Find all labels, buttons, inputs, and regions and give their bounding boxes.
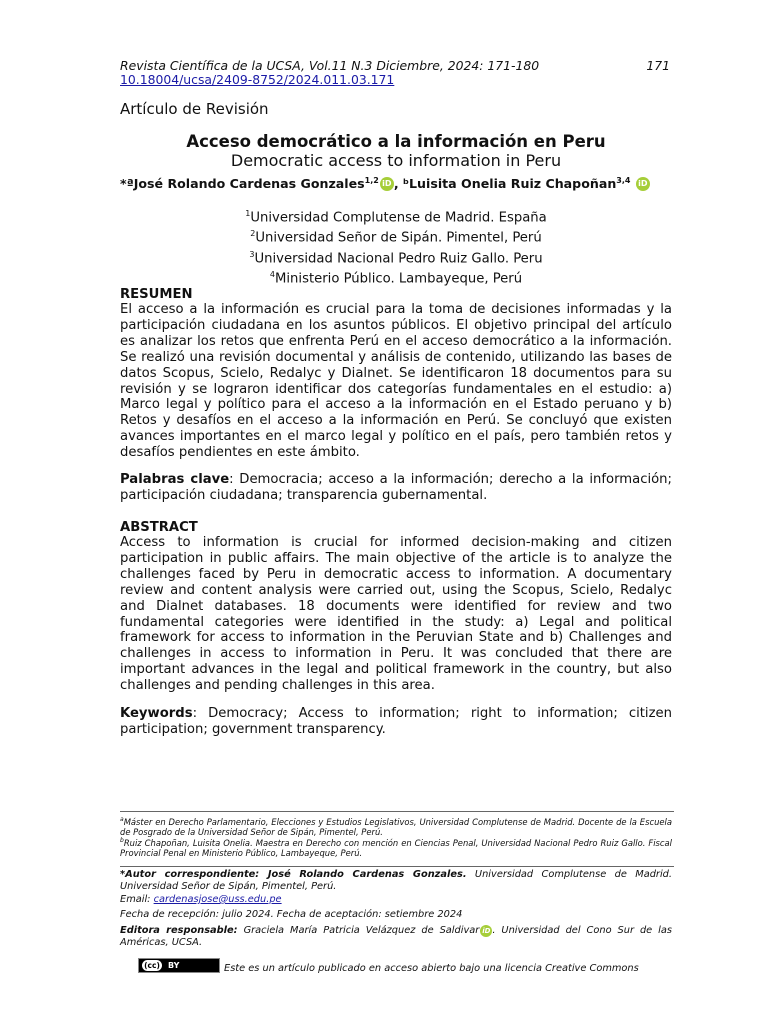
resumen-body: El acceso a la información es crucial para la toma de decisiones informadas y la participación ciudadana en los asuntos públicos. El objetivo principal del artículo es analizar los retos que enfrenta Perú en el acceso democrático a la información. Se realizó una revisión documental y análisis de contenido, utilizando las bases de datos Scopus, Scielo, Redalyc y Dialnet. Se identificaron 18 documentos para su revisión y se lograron identificar dos categorías fundamentales en el estudio: a) Marco legal y político para el acceso a la información en el Estado peruano y b) Retos y desafíos en el acceso a la información en Perú. Se concluyó que existen avances importantes en el marco legal y político en el país, pero también retos y desafíos pendientes en este ámbito. [120, 302, 672, 461]
affiliation-text: Universidad Nacional Pedro Ruiz Gallo. Peru [254, 251, 543, 267]
journal-citation: Revista Científica de la UCSA, Vol.11 N.3 Diciembre, 2024: 171-180 [120, 58, 540, 73]
affiliation-sup: 2 [250, 229, 256, 239]
author-line [120, 176, 672, 191]
correspondence-divider [120, 866, 674, 867]
article-type: Artículo de Revisión [120, 100, 269, 118]
cc-icon: (cc) [142, 960, 162, 971]
footnote-sup: a [120, 816, 124, 823]
abstract-keywords [120, 706, 672, 738]
author-2-name: Luisita Onelia Ruiz Chapoñan [409, 176, 617, 192]
email-line [120, 894, 672, 906]
author-2-affil-sup: 3,4 [616, 176, 631, 185]
author-separator: , [393, 176, 403, 192]
dates-line: Fecha de recepción: julio 2024. Fecha de aceptación: setiembre 2024 [120, 909, 463, 920]
email-link[interactable]: cardenasjose@uss.edu.pe [153, 894, 282, 905]
footnote-divider [120, 811, 674, 812]
resumen-heading: RESUMEN [120, 287, 193, 302]
corresponding-label: *Autor correspondiente: José Rolando Cardenas Gonzales. [120, 869, 467, 880]
email-label: Email: [120, 894, 154, 905]
author-1-prefix: *ª [120, 176, 134, 192]
journal-header [120, 58, 672, 73]
orcid-icon[interactable]: iD [482, 927, 491, 935]
affiliation-item [120, 226, 672, 246]
footnote-a [120, 815, 672, 838]
affiliation-text: Universidad Complutense de Madrid. España [250, 210, 547, 226]
keywords-text: : Democracy; Access to information; right to information; citizen participation; government transparency. [120, 706, 672, 737]
editor-name: Graciela María Patricia Velázquez de Saldivar [237, 925, 480, 936]
author-1-name: José Rolando Cardenas Gonzales [133, 176, 365, 192]
footnote-text: Máster en Derecho Parlamentario, Elecciones y Estudios Legislativos, Universidad Complutense de Madrid. Docente de la Escuela de Posgrado de la Universidad Señor de Sipán, Pimentel, Perú. [120, 816, 672, 838]
article-title: Acceso democrático a la información en Peru [186, 132, 606, 151]
footnote-text: Ruiz Chapoñan, Luisita Onelia. Maestra en Derecho con mención en Ciencias Penal, Universidad Nacional Pedro Ruiz Gallo. Fiscal Provincial Penal en Ministerio Público, Lambayeque, Perú. [120, 837, 672, 859]
keywords-text: : Democracia; acceso a la información; derecho a la información; participación ciudadana; transparencia gubernamental. [120, 472, 672, 503]
resumen-keywords [120, 472, 672, 504]
affiliation-text: Ministerio Público. Lambayeque, Perú [275, 271, 523, 287]
affiliation-text: Universidad Señor de Sipán. Pimentel, Perú [255, 230, 542, 246]
doi-link[interactable]: 10.18004/ucsa/2409-8752/2024.011.03.171 [120, 72, 395, 87]
orcid-icon[interactable]: iD [380, 177, 394, 191]
corresponding-author [120, 869, 672, 894]
by-icon: BY [168, 961, 180, 970]
license-text: Este es un artículo publicado en acceso abierto bajo una licencia Creative Commons [224, 963, 639, 974]
editor-label: Editora responsable: [120, 925, 238, 936]
cc-by-license-badge[interactable] [138, 958, 220, 973]
orcid-icon[interactable]: iD [636, 177, 650, 191]
abstract-heading: ABSTRACT [120, 520, 198, 535]
editor-line [120, 925, 672, 950]
footnote-b [120, 836, 672, 859]
keywords-label: Palabras clave [120, 472, 230, 487]
corresponding-affil: Universidad Complutense de Madrid. Universidad Señor de Sipán, Pimentel, Perú. [120, 869, 672, 893]
abstract-body: Access to information is crucial for informed decision-making and citizen participation in public affairs. The main objective of the article is to analyze the challenges faced by Peru in democratic access to information. A documentary review and content analysis were carried out, using the Scopus, Scielo, Redalyc and Dialnet databases. 18 documents were identified for review and two fundamental categories were identified in the study: a) Legal and political framework for access to information in the Peruvian State and b) Challenges and challenges in access to information in Peru. It was concluded that there are important advances in the legal and political framework in the country, but also challenges and pending challenges in this area. [120, 535, 672, 694]
affiliation-item [120, 206, 672, 226]
author-2-prefix: ᵇ [402, 176, 410, 192]
affiliation-sup: 1 [245, 209, 251, 218]
page-number: 171 [646, 58, 670, 73]
article-subtitle: Democratic access to information in Peru [230, 151, 562, 170]
affiliations [120, 206, 672, 288]
affiliation-item [120, 267, 672, 287]
keywords-label: Keywords [120, 706, 193, 721]
affiliation-sup: 4 [269, 270, 276, 280]
footnote-sup: b [120, 837, 124, 844]
author-1-affil-sup: 1,2 [364, 176, 379, 185]
affiliation-item [120, 247, 672, 267]
editor-affil: . Universidad del Cono Sur de las Américas, UCSA. [120, 925, 673, 949]
affiliation-sup: 3 [249, 249, 255, 259]
